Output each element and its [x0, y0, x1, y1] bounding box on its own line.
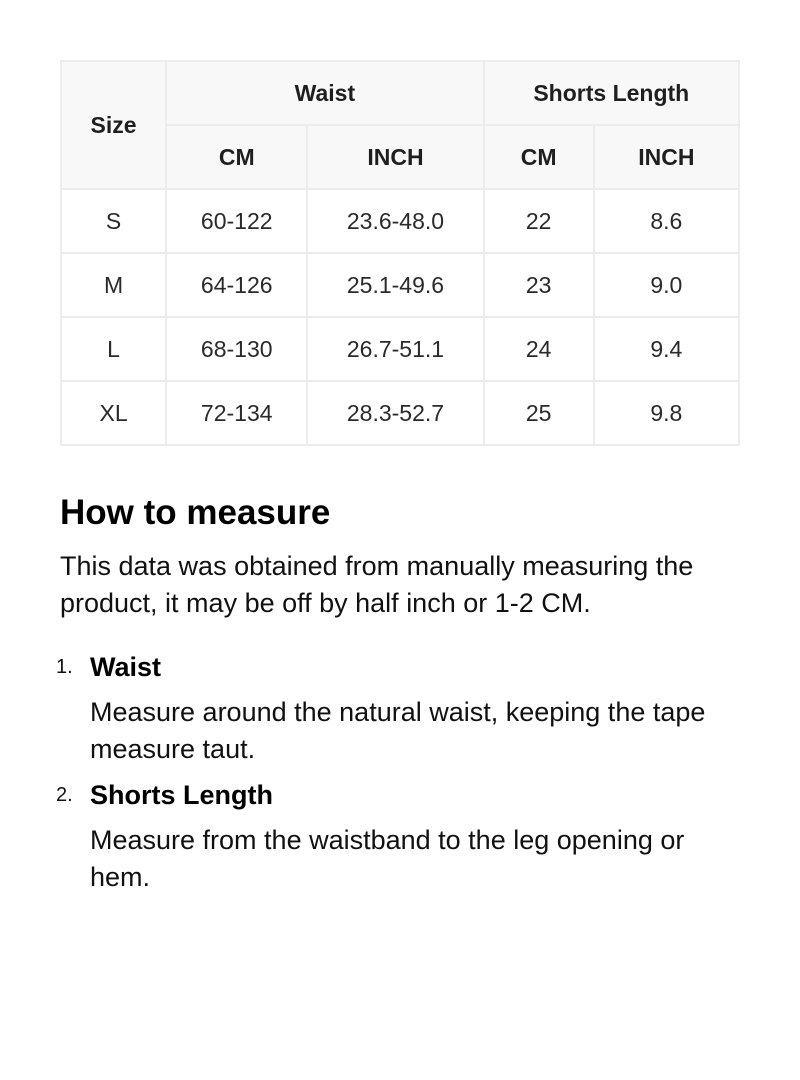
header-waist: Waist — [166, 61, 483, 125]
header-shorts-length: Shorts Length — [484, 61, 739, 125]
subheader-length-cm: CM — [484, 125, 594, 189]
cell-waist-cm: 72-134 — [166, 381, 307, 445]
cell-length-inch: 9.8 — [594, 381, 739, 445]
size-table — [60, 60, 740, 446]
cell-waist-inch: 23.6-48.0 — [307, 189, 483, 253]
cell-length-cm: 25 — [484, 381, 594, 445]
step-number: 1. — [56, 656, 73, 678]
cell-waist-inch: 26.7-51.1 — [307, 317, 483, 381]
cell-length-cm: 24 — [484, 317, 594, 381]
cell-length-inch: 8.6 — [594, 189, 739, 253]
step-description-waist: Measure around the natural waist, keeping the tape measure taut. — [90, 697, 706, 764]
cell-waist-cm: 68-130 — [166, 317, 307, 381]
table-row — [61, 381, 739, 445]
cell-length-cm: 23 — [484, 253, 594, 317]
table-row — [61, 189, 739, 253]
measure-steps-list — [56, 650, 750, 896]
step-title-shorts-length: Shorts Length — [90, 780, 273, 810]
header-size: Size — [61, 61, 166, 189]
step-number: 2. — [56, 784, 73, 806]
cell-size: S — [61, 189, 166, 253]
step-title-waist: Waist — [90, 652, 162, 682]
table-header-row — [61, 61, 739, 125]
cell-length-cm: 22 — [484, 189, 594, 253]
list-item — [56, 778, 750, 896]
cell-length-inch: 9.4 — [594, 317, 739, 381]
cell-waist-cm: 64-126 — [166, 253, 307, 317]
subheader-length-inch: INCH — [594, 125, 739, 189]
list-item — [56, 650, 750, 768]
step-description-shorts-length: Measure from the waistband to the leg opening or hem. — [90, 825, 685, 892]
how-to-measure-title: How to measure — [60, 493, 331, 532]
cell-size: M — [61, 253, 166, 317]
cell-waist-inch: 28.3-52.7 — [307, 381, 483, 445]
subheader-waist-inch: INCH — [307, 125, 483, 189]
cell-waist-cm: 60-122 — [166, 189, 307, 253]
table-row — [61, 253, 739, 317]
table-row — [61, 317, 739, 381]
cell-size: XL — [61, 381, 166, 445]
cell-size: L — [61, 317, 166, 381]
cell-length-inch: 9.0 — [594, 253, 739, 317]
how-to-measure-section — [56, 490, 750, 906]
how-to-measure-intro: This data was obtained from manually measuring the product, it may be off by half inch or 1-2 CM. — [60, 551, 694, 618]
cell-waist-inch: 25.1-49.6 — [307, 253, 483, 317]
subheader-waist-cm: CM — [166, 125, 307, 189]
